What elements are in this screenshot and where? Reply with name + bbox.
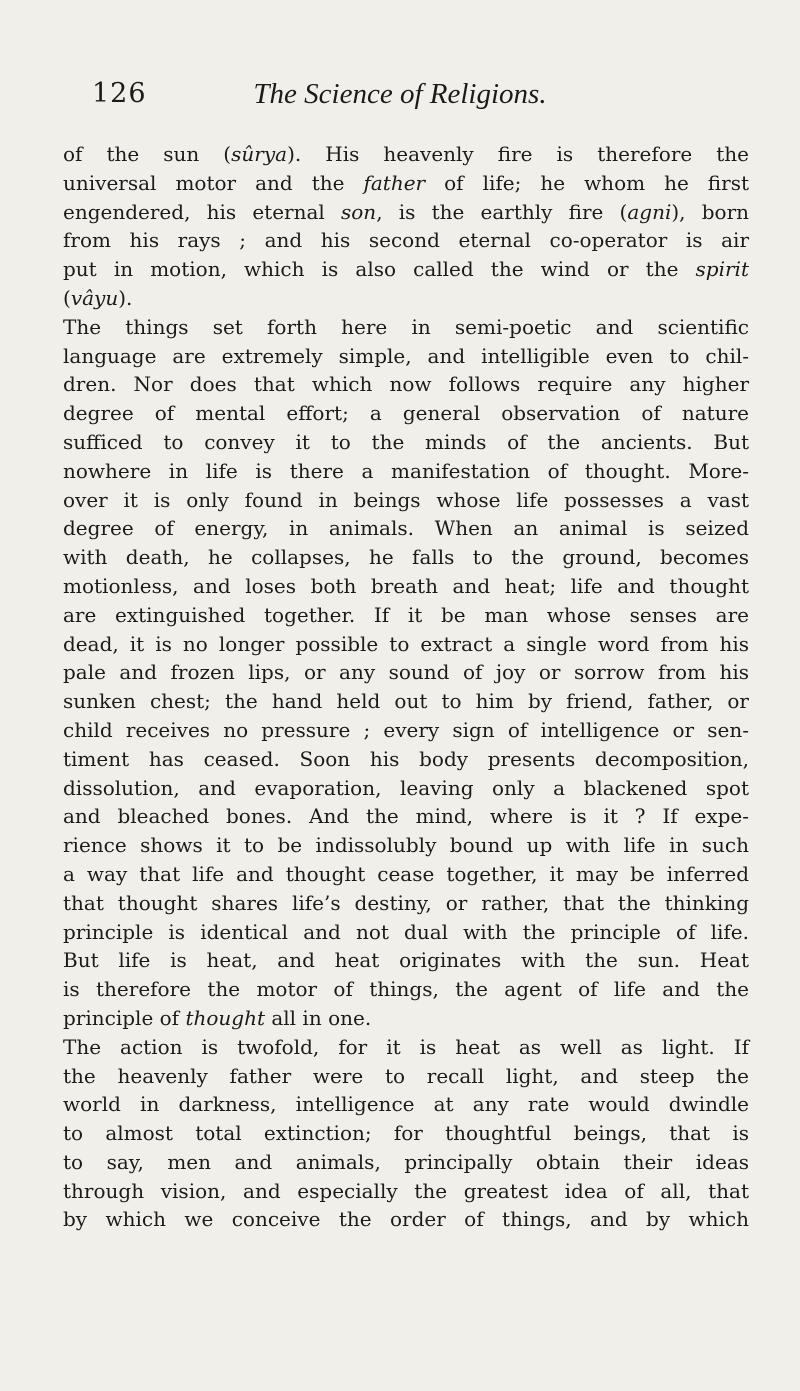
text-run: principle is identical and not dual with the principle of life.: [63, 919, 749, 944]
text-line: [63, 342, 749, 371]
text-run: through vision, and especially the greatest idea of all, that: [63, 1178, 749, 1203]
text-run: motionless, and loses both breath and heat; life and thought: [63, 573, 749, 598]
text-run: engendered, his eternal: [63, 199, 341, 224]
text-run: the heavenly father were to recall light, and steep the: [63, 1063, 749, 1088]
text-run: degree of energy, in animals. When an animal is seized: [63, 516, 749, 541]
text-line: [63, 457, 749, 486]
text-line: [63, 1033, 749, 1062]
text-line: [63, 1090, 749, 1119]
text-line: [63, 1062, 749, 1091]
text-line: [63, 774, 749, 803]
text-line: [63, 428, 749, 457]
text-run: The things set forth here in semi-poetic and scientific: [63, 314, 749, 339]
text-run: universal motor and the: [63, 170, 364, 195]
text-line: [63, 486, 749, 515]
text-run: sunken chest; the hand held out to him by friend, father, or: [63, 689, 749, 714]
text-line: [63, 1119, 749, 1148]
page-header: [0, 78, 800, 118]
text-line: [63, 975, 749, 1004]
text-line: [63, 313, 749, 342]
text-line: [63, 687, 749, 716]
body-text: [63, 140, 749, 1234]
text-run: ). His heavenly fire is therefore the: [287, 142, 749, 166]
italic-text: spirit: [695, 257, 749, 282]
text-run: with death, he collapses, he falls to the ground, becomes: [63, 545, 749, 570]
text-run: , is the earthly fire (: [376, 199, 628, 224]
text-line: [63, 169, 749, 198]
text-run: by which we conceive the order of things, and by which: [63, 1207, 749, 1232]
text-line: [63, 918, 749, 947]
italic-text: thought: [185, 1005, 265, 1030]
text-line: [63, 716, 749, 745]
text-run: to almost total extinction; for thoughtful beings, that is: [63, 1121, 749, 1146]
text-run: pale and frozen lips, or any sound of joy or sorrow from his: [63, 660, 749, 685]
italic-text: sûrya: [231, 142, 288, 166]
text-line: [63, 370, 749, 399]
text-run: dead, it is no longer possible to extract a single word from his: [63, 631, 749, 656]
text-run: sufficed to convey it to the minds of the ancients. But: [63, 429, 749, 454]
text-run: (: [63, 285, 71, 310]
text-run: all in one.: [265, 1005, 372, 1030]
text-run: rience shows it to be indissolubly bound up with life in such: [63, 833, 749, 858]
text-run: world in darkness, intelligence at any rate would dwindle: [63, 1092, 749, 1117]
text-line: [63, 831, 749, 860]
italic-text: vâyu: [70, 285, 119, 310]
text-run: degree of mental effort; a general observation of nature: [63, 401, 749, 426]
text-run: dissolution, and evaporation, leaving only a blackened spot: [63, 775, 749, 800]
text-line: [63, 543, 749, 572]
text-run: from his rays ; and his second eternal co-operator is air: [63, 228, 749, 253]
text-line: [63, 889, 749, 918]
text-line: [63, 630, 749, 659]
text-line: [63, 514, 749, 543]
text-run: put in motion, which is also called the wind or the: [63, 257, 696, 282]
italic-text: son: [341, 199, 377, 224]
text-line: [63, 572, 749, 601]
text-line: [63, 1148, 749, 1177]
text-line: [63, 745, 749, 774]
text-line: [63, 860, 749, 889]
text-line: [63, 140, 749, 169]
text-line: [63, 601, 749, 630]
text-line: [63, 946, 749, 975]
text-run: child receives no pressure ; every sign of intelligence or sen-: [63, 717, 749, 742]
text-line: [63, 1004, 749, 1033]
text-line: [63, 1205, 749, 1234]
text-run: But life is heat, and heat originates with the sun. Heat: [63, 948, 749, 973]
text-run: principle of: [63, 1005, 186, 1030]
text-run: nowhere in life is there a manifestation of thought. More-: [63, 458, 749, 483]
text-line: [63, 198, 749, 227]
text-run: a way that life and thought cease together, it may be inferred: [63, 861, 749, 886]
text-line: [63, 802, 749, 831]
text-run: and bleached bones. And the mind, where is it ? If expe-: [63, 804, 749, 829]
text-line: [63, 399, 749, 428]
text-run: of the sun (: [63, 142, 232, 166]
text-line: [63, 658, 749, 687]
italic-text: agni: [627, 199, 672, 224]
text-run: language are extremely simple, and intelligible even to chil-: [63, 343, 749, 368]
text-line: [63, 255, 749, 284]
text-line: [63, 226, 749, 255]
text-run: are extinguished together. If it be man whose senses are: [63, 602, 749, 627]
italic-text: father: [363, 170, 426, 195]
text-line: [63, 1177, 749, 1206]
page-number: 126: [92, 78, 147, 109]
text-run: The action is twofold, for it is heat as well as light. If: [63, 1034, 749, 1059]
text-run: is therefore the motor of things, the agent of life and the: [63, 977, 749, 1002]
text-run: that thought shares life’s destiny, or rather, that the thinking: [63, 890, 749, 915]
text-run: of life; he whom he first: [425, 170, 749, 195]
running-title: The Science of Religions.: [253, 78, 547, 110]
text-line: [63, 284, 749, 313]
text-run: dren. Nor does that which now follows require any higher: [63, 372, 749, 397]
text-run: timent has ceased. Soon his body presents decomposition,: [63, 746, 749, 771]
text-run: over it is only found in beings whose life possesses a vast: [63, 487, 749, 512]
text-run: ), born: [671, 199, 750, 224]
text-run: to say, men and animals, principally obtain their ideas: [63, 1149, 749, 1174]
text-run: ).: [118, 285, 133, 310]
